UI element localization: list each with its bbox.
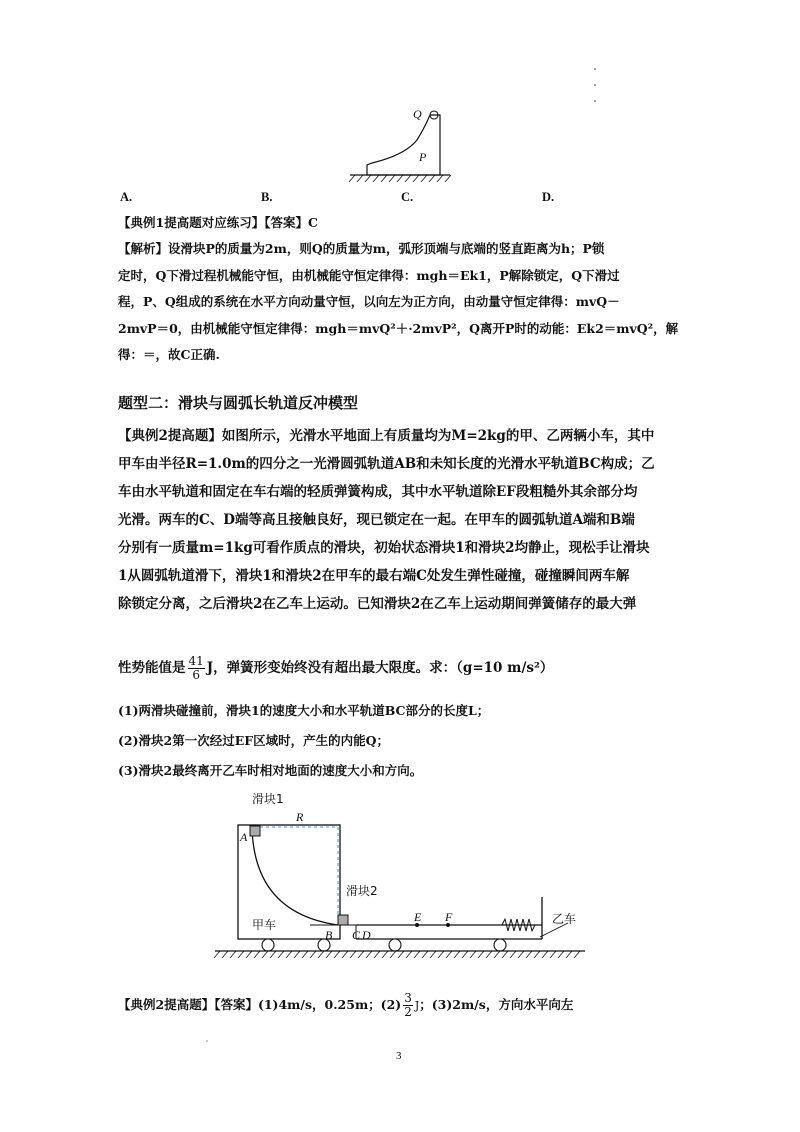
energy-line	[118, 654, 688, 682]
figure-two-carts	[210, 785, 590, 970]
problem-line: 1从圆弧轨道滑下，滑块1和滑块2在甲车的最右端C处发生弹性碰撞，碰撞瞬间两车解	[118, 568, 630, 584]
fraction-denominator: 2	[404, 1005, 412, 1019]
slider1-label: 滑块1	[252, 792, 284, 806]
option-b: B.	[261, 190, 273, 204]
point-b-label: B	[325, 928, 333, 942]
point-a-label: A	[240, 830, 248, 844]
problem-line: 光滑。两车的C、D端等高且接触良好，现已锁定在一起。在甲车的圆弧轨道A端和B端	[118, 512, 635, 528]
analysis-line: 程，P、Q组成的系统在水平方向动量守恒，以向左为正方向，由动量守恒定律得：mvQ－	[118, 294, 620, 309]
decorative-dot	[594, 68, 596, 70]
problem-line: 车由水平轨道和固定在车右端的轻质弹簧构成，其中水平轨道除EF段粗糙外其余部分均	[118, 484, 638, 500]
analysis-line: 定时，Q下滑过程机械能守恒，由机械能守恒定律得：mgh＝Ek1，P解除锁定，Q下滑过	[118, 267, 620, 283]
problem-line: 除锁定分离，之后滑块2在乙车上运动。已知滑块2在乙车上运动期间弹簧储存的最大弹	[118, 596, 637, 612]
question-1: (1)两滑块碰撞前，滑块1的速度大小和水平轨道BC部分的长度L；	[118, 703, 490, 718]
analysis-line: 得：＝，故C正确.	[118, 347, 220, 362]
question-2: (2)滑块2第一次经过EF区域时，产生的内能Q；	[118, 733, 390, 748]
answer-unit: J	[414, 999, 420, 1012]
p-label: P	[419, 150, 427, 164]
problem-line: 甲车由半径R=1.0m的四分之一光滑圆弧轨道AB和未知长度的光滑水平轨道BC构成；乙	[118, 456, 655, 472]
figure-slider-p	[345, 105, 455, 185]
fraction-denominator: 6	[192, 668, 200, 682]
example2-answer	[118, 992, 688, 1020]
point-f-label: F	[445, 910, 453, 924]
decorative-dot	[594, 100, 596, 102]
energy-prefix: 性势能值是	[118, 660, 186, 676]
analysis-line: 2mvP＝0，由机械能守恒定律得：mgh＝mvQ²＋·2mvP²，Q离开P时的动能：Ek2＝mvQ²，解	[118, 320, 679, 336]
question-3: (3)滑块2最终离开乙车时相对地面的速度大小和方向。	[118, 763, 423, 778]
decorative-dot	[594, 84, 596, 86]
fraction-numerator: 41	[188, 654, 204, 668]
section-heading: 题型二：滑块与圆弧长轨道反冲模型	[118, 394, 359, 412]
energy-suffix: J，弹簧形变始终没有超出最大限度。求：（g=10 m/s²）	[206, 660, 554, 676]
decorative-dot	[206, 1040, 208, 1042]
problem-line: 【典例2提高题】如图所示，光滑水平地面上有质量均为M=2kg的甲、乙两辆小车，其中	[118, 428, 655, 444]
point-c-label: C	[352, 928, 361, 942]
example1-answer-tag: 【典例1提高题对应练习】【答案】C	[118, 215, 318, 230]
point-d-label: D	[362, 928, 371, 942]
page-number: 3	[396, 1050, 402, 1062]
answer-prefix: 【典例2提高题】【答案】(1)4m/s，0.25m；(2)	[118, 997, 402, 1012]
fraction-numerator: 3	[404, 991, 412, 1005]
answer-suffix: ；(3)2m/s，方向水平向左	[419, 997, 574, 1012]
option-a: A.	[120, 190, 133, 204]
q-label: Q	[413, 107, 422, 121]
analysis-line: 【解析】设滑块P的质量为2m，则Q的质量为m，弧形顶端与底端的竖直距离为h；P锁	[118, 241, 605, 256]
energy-fraction	[188, 655, 205, 682]
answer-fraction	[403, 992, 413, 1019]
option-d: D.	[542, 190, 555, 204]
radius-label: R	[296, 810, 304, 824]
option-c: C.	[401, 190, 414, 204]
point-e-label: E	[414, 910, 422, 924]
cart-yi-label: 乙车	[552, 912, 577, 926]
example2-problem	[118, 422, 688, 618]
example1-analysis	[118, 236, 688, 369]
problem-line: 分别有一质量m=1kg可看作质点的滑块，初始状态滑块1和滑块2均静止，现松手让滑块	[118, 540, 650, 556]
cart-jia-label: 甲车	[252, 918, 277, 932]
slider2-label: 滑块2	[346, 884, 378, 898]
